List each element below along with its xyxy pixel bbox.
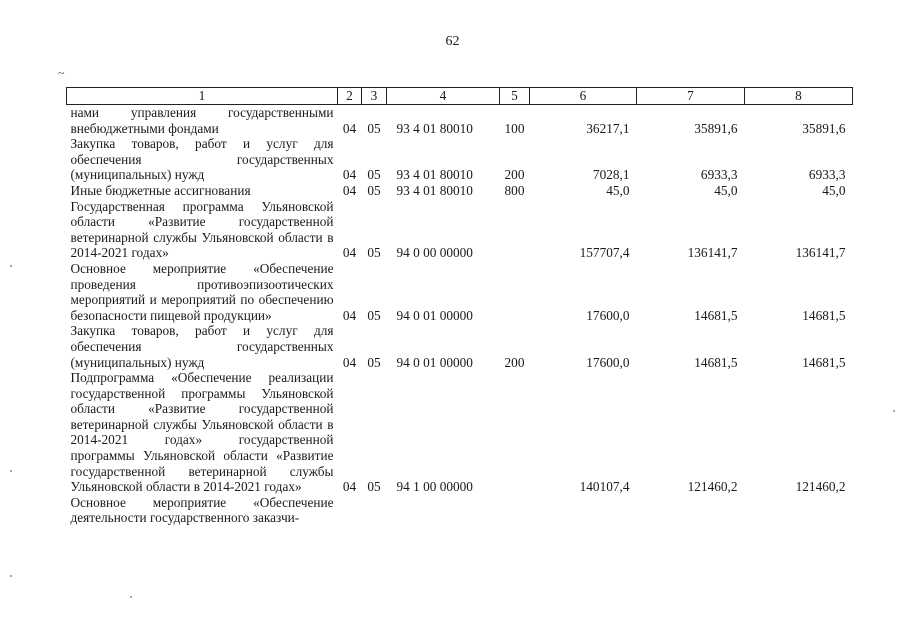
row-expense-type: 100 — [504, 120, 525, 136]
header-col-6: 6 — [530, 88, 637, 105]
row-amount-col7: 6933,3 — [700, 167, 738, 183]
row-expense-type — [500, 370, 530, 495]
row-expense-type — [500, 199, 530, 261]
scan-speck — [130, 596, 132, 598]
scan-speck — [893, 410, 895, 412]
row-amount-col6: 140107,4 — [579, 479, 630, 495]
row-amount-col8: 35891,6 — [802, 120, 846, 136]
row-target-article: 93 4 01 80010 — [396, 120, 473, 136]
header-col-2: 2 — [338, 88, 362, 105]
row-target-article: 93 4 01 80010 — [396, 167, 473, 183]
scan-speck — [10, 575, 12, 577]
header-col-4: 4 — [387, 88, 500, 105]
row-amount-col6: 17600,0 — [586, 354, 630, 370]
row-amount-col7: 45,0 — [714, 182, 738, 198]
row-subsection: 05 — [367, 245, 381, 261]
row-target-article — [387, 495, 500, 526]
row-description: Закупка товаров, работ и услуг для обеспечения государственных (муниципальных) нужд — [70, 323, 334, 370]
row-description: Основное мероприятие «Обеспечение деятельности государственного заказчи- — [70, 494, 334, 526]
row-target-article: 94 0 01 00000 — [396, 354, 473, 370]
row-amount-col7: 14681,5 — [694, 307, 738, 323]
row-amount-col7 — [637, 495, 745, 526]
row-amount-col6: 17600,0 — [586, 307, 630, 323]
row-amount-col8: 45,0 — [822, 182, 846, 198]
table-row — [67, 105, 853, 137]
row-description: Иные бюджетные ассигнования — [70, 182, 251, 198]
table-row — [67, 495, 853, 526]
table-row — [67, 199, 853, 261]
row-amount-col8: 14681,5 — [802, 307, 846, 323]
header-col-5: 5 — [500, 88, 530, 105]
scan-mark: ~ — [58, 66, 65, 80]
row-description: Закупка товаров, работ и услуг для обеспечения государственных (муниципальных) нужд — [70, 136, 334, 183]
row-amount-col7: 136141,7 — [687, 245, 738, 261]
row-subsection: 05 — [367, 307, 381, 323]
row-subsection: 05 — [367, 479, 381, 495]
row-section: 04 — [342, 167, 357, 183]
row-amount-col7: 121460,2 — [687, 479, 738, 495]
header-col-3: 3 — [362, 88, 387, 105]
row-target-article: 94 0 01 00000 — [396, 307, 473, 323]
row-expense-type: 200 — [504, 167, 525, 183]
row-subsection: 05 — [367, 182, 381, 198]
row-section: 04 — [342, 120, 357, 136]
table-row — [67, 136, 853, 183]
row-amount-col8: 136141,7 — [795, 245, 846, 261]
row-subsection: 05 — [367, 167, 381, 183]
row-section: 04 — [342, 245, 357, 261]
row-subsection: 05 — [367, 354, 381, 370]
row-subsection — [362, 495, 387, 526]
row-amount-col8 — [745, 495, 853, 526]
header-col-7: 7 — [637, 88, 745, 105]
row-amount-col7: 35891,6 — [694, 120, 738, 136]
row-section: 04 — [342, 307, 357, 323]
row-amount-col6: 45,0 — [606, 182, 630, 198]
row-amount-col8: 6933,3 — [808, 167, 846, 183]
row-section — [338, 495, 362, 526]
row-amount-col6 — [530, 495, 637, 526]
row-amount-col6: 36217,1 — [586, 120, 630, 136]
row-expense-type — [500, 261, 530, 323]
row-expense-type: 800 — [504, 182, 525, 198]
row-expense-type — [500, 495, 530, 526]
row-amount-col8: 14681,5 — [802, 354, 846, 370]
scan-speck — [10, 470, 12, 472]
scan-speck — [10, 265, 12, 267]
row-amount-col7: 14681,5 — [694, 354, 738, 370]
table-row — [67, 323, 853, 370]
table-header-row — [67, 88, 853, 105]
row-description: Подпрограмма «Обеспечение реализации государственной программы Ульяновской области «Развитие государственной ветеринарной службы Ульяновской области в 2014-2021 годах» государственной программы Ульяновской области «Развитие государственной ветеринарной службы Ульяновской области в 2014-2021 годах» — [70, 370, 334, 495]
row-description: Основное мероприятие «Обеспечение проведения противоэпизоотических мероприятий и мероприятий по обеспечению безопасности пищевой продукции» — [70, 260, 334, 323]
row-amount-col6: 157707,4 — [579, 245, 630, 261]
header-col-1: 1 — [67, 88, 338, 105]
table-row — [67, 183, 853, 199]
row-target-article: 94 1 00 00000 — [396, 479, 473, 495]
budget-table — [66, 87, 853, 526]
row-description: нами управления государственными внебюджетными фондами — [70, 105, 334, 136]
row-amount-col6: 7028,1 — [592, 167, 630, 183]
row-section: 04 — [342, 354, 357, 370]
row-target-article: 93 4 01 80010 — [396, 182, 473, 198]
table-row — [67, 370, 853, 495]
row-description: Государственная программа Ульяновской области «Развитие государственной ветеринарной службы Ульяновской области в 2014-2021 годах» — [70, 198, 334, 261]
row-subsection: 05 — [367, 120, 381, 136]
table-row — [67, 261, 853, 323]
row-section: 04 — [342, 479, 357, 495]
row-expense-type: 200 — [504, 354, 525, 370]
row-target-article: 94 0 00 00000 — [396, 245, 473, 261]
header-col-8: 8 — [745, 88, 853, 105]
row-amount-col8: 121460,2 — [795, 479, 846, 495]
row-section: 04 — [342, 182, 357, 198]
page-number: 62 — [445, 34, 460, 49]
